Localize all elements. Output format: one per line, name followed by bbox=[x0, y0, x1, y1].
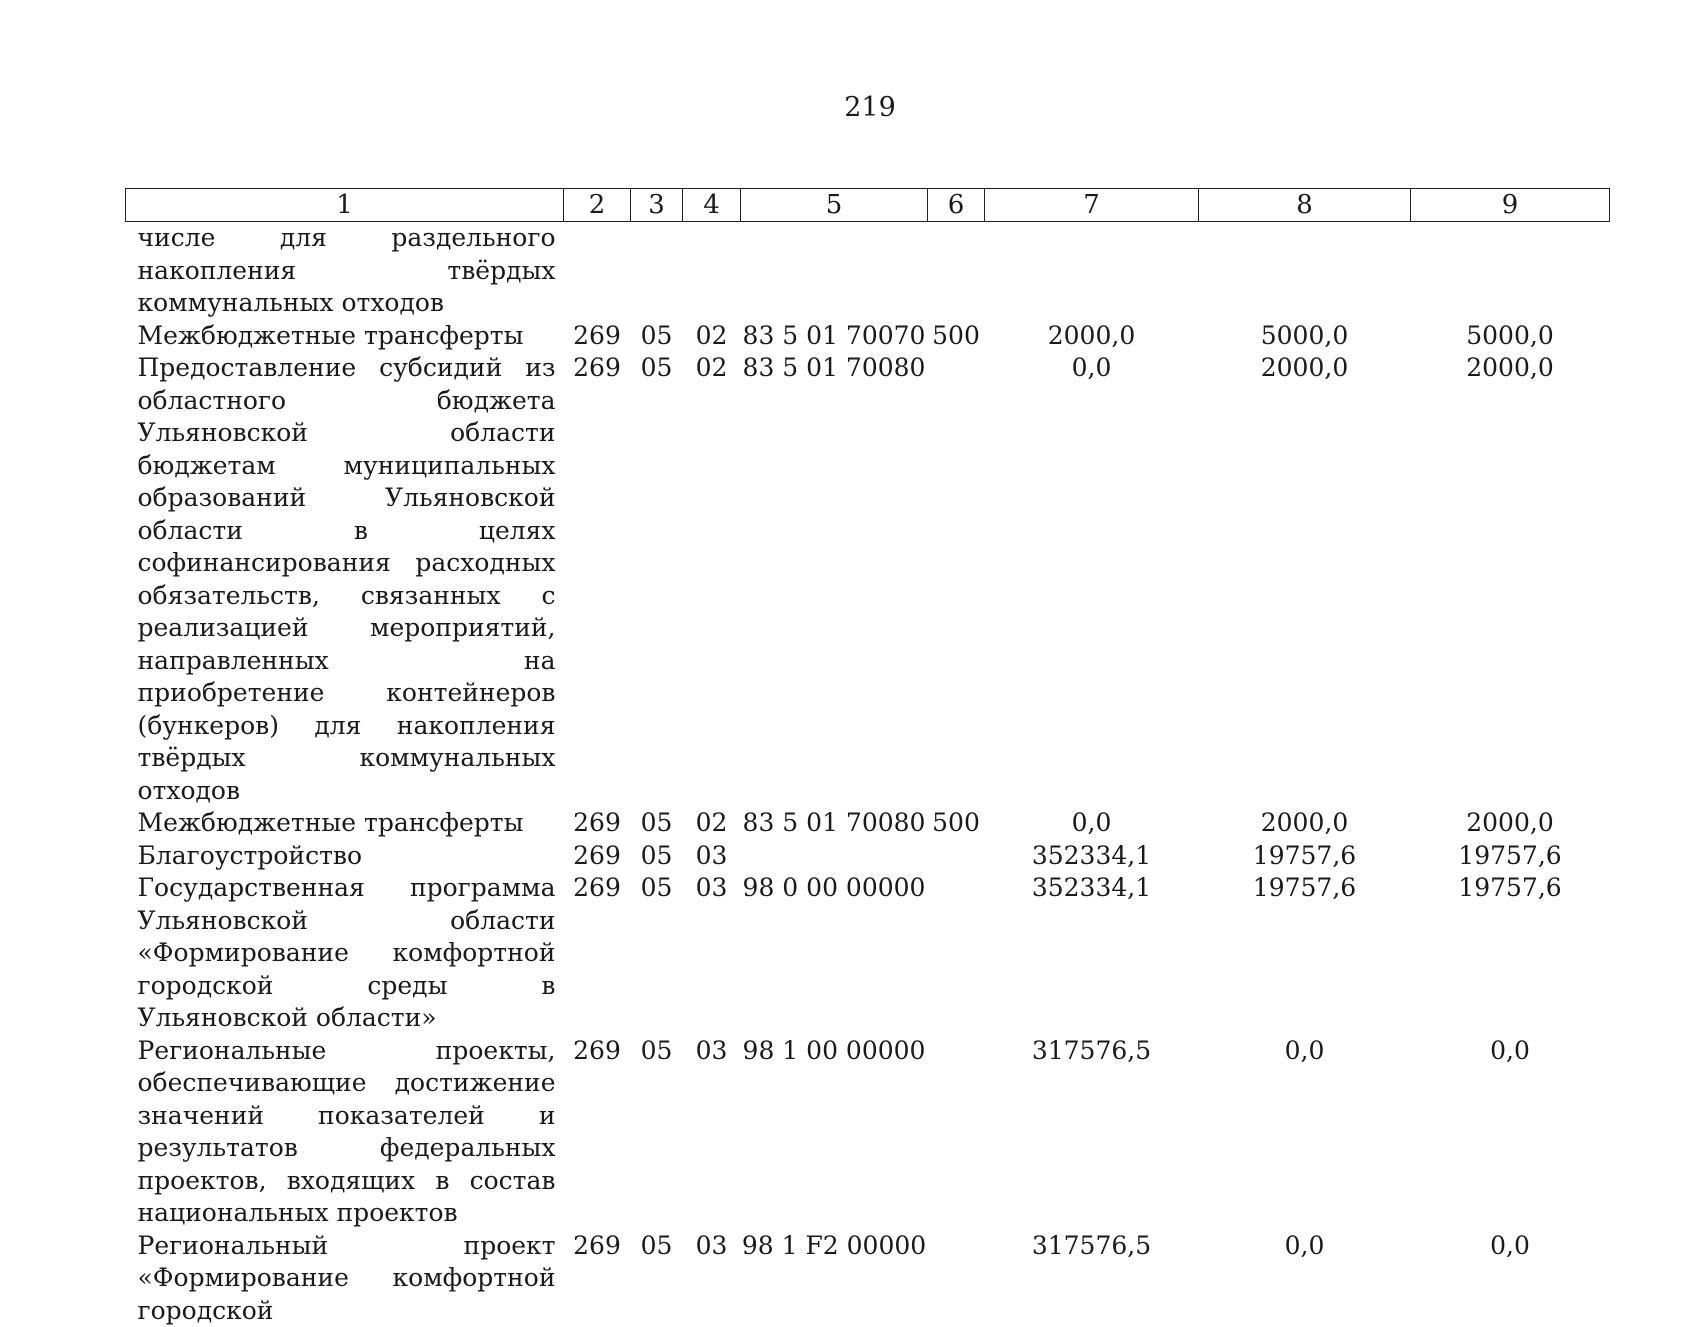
row-col-8: 2000,0 bbox=[1199, 807, 1411, 840]
table-row bbox=[126, 872, 1610, 1035]
row-name: числе для раздельного накопления твёрдых коммунальных отходов bbox=[126, 222, 564, 320]
row-col-9: 0,0 bbox=[1411, 1035, 1610, 1230]
row-col-4: 03 bbox=[683, 1035, 741, 1230]
row-col-6: 500 bbox=[928, 320, 985, 353]
table-row bbox=[126, 1230, 1610, 1327]
row-col-2: 269 bbox=[564, 807, 631, 840]
row-col-3: 05 bbox=[631, 840, 683, 873]
row-col-5 bbox=[741, 840, 928, 873]
row-col-5: 83 5 01 70070 bbox=[741, 320, 928, 353]
row-col-5: 98 0 00 00000 bbox=[741, 872, 928, 1035]
budget-table bbox=[125, 188, 1610, 1327]
row-col-6: 500 bbox=[928, 807, 985, 840]
row-col-2: 269 bbox=[564, 872, 631, 1035]
header-col-8: 8 bbox=[1199, 189, 1411, 222]
header-col-2: 2 bbox=[564, 189, 631, 222]
row-col-7: 2000,0 bbox=[985, 320, 1199, 353]
row-col-5: 98 1 00 00000 bbox=[741, 1035, 928, 1230]
row-name: Межбюджетные трансферты bbox=[126, 807, 564, 840]
row-col-2: 269 bbox=[564, 1035, 631, 1230]
row-col-3 bbox=[631, 222, 683, 320]
row-col-6 bbox=[928, 840, 985, 873]
row-col-7 bbox=[985, 222, 1199, 320]
row-col-7: 0,0 bbox=[985, 352, 1199, 807]
header-row bbox=[126, 189, 1610, 222]
row-col-8: 5000,0 bbox=[1199, 320, 1411, 353]
row-col-7: 317576,5 bbox=[985, 1230, 1199, 1327]
row-col-9: 19757,6 bbox=[1411, 872, 1610, 1035]
row-col-2: 269 bbox=[564, 1230, 631, 1327]
row-col-5: 98 1 F2 00000 bbox=[741, 1230, 928, 1327]
row-col-6 bbox=[928, 222, 985, 320]
row-col-5 bbox=[741, 222, 928, 320]
row-col-6 bbox=[928, 352, 985, 807]
row-col-3: 05 bbox=[631, 352, 683, 807]
header-col-9: 9 bbox=[1411, 189, 1610, 222]
row-col-4: 02 bbox=[683, 352, 741, 807]
row-col-8: 2000,0 bbox=[1199, 352, 1411, 807]
row-name: Предоставление субсидий из областного бюджета Ульяновской области бюджетам муниципальных образований Ульяновской области в целях софинансирования расходных обязательств, связанных с реализацией мероприятий, направленных на приобретение контейнеров (бункеров) для накопления твёрдых коммунальных отходов bbox=[126, 352, 564, 807]
row-col-3: 05 bbox=[631, 872, 683, 1035]
header-col-5: 5 bbox=[741, 189, 928, 222]
row-col-6 bbox=[928, 1230, 985, 1327]
row-col-3: 05 bbox=[631, 1230, 683, 1327]
row-col-6 bbox=[928, 1035, 985, 1230]
row-col-2: 269 bbox=[564, 840, 631, 873]
row-name: Региональные проекты, обеспечивающие достижение значений показателей и результатов федеральных проектов, входящих в состав национальных проектов bbox=[126, 1035, 564, 1230]
row-col-4: 02 bbox=[683, 807, 741, 840]
table-header bbox=[126, 189, 1610, 222]
row-name: Региональный проект «Формирование комфортной городской bbox=[126, 1230, 564, 1327]
table-body bbox=[126, 222, 1610, 1327]
row-col-9: 5000,0 bbox=[1411, 320, 1610, 353]
row-col-5: 83 5 01 70080 bbox=[741, 352, 928, 807]
header-col-1: 1 bbox=[126, 189, 564, 222]
table-row bbox=[126, 320, 1610, 353]
row-col-2 bbox=[564, 222, 631, 320]
table-row bbox=[126, 807, 1610, 840]
row-col-6 bbox=[928, 872, 985, 1035]
row-col-8 bbox=[1199, 222, 1411, 320]
header-col-7: 7 bbox=[985, 189, 1199, 222]
row-col-3: 05 bbox=[631, 1035, 683, 1230]
row-col-9: 2000,0 bbox=[1411, 807, 1610, 840]
table-row bbox=[126, 352, 1610, 807]
row-col-9: 19757,6 bbox=[1411, 840, 1610, 873]
row-col-8: 19757,6 bbox=[1199, 840, 1411, 873]
header-col-6: 6 bbox=[928, 189, 985, 222]
row-col-2: 269 bbox=[564, 352, 631, 807]
row-col-9: 0,0 bbox=[1411, 1230, 1610, 1327]
row-col-7: 352334,1 bbox=[985, 840, 1199, 873]
row-col-8: 0,0 bbox=[1199, 1035, 1411, 1230]
row-col-4: 02 bbox=[683, 320, 741, 353]
row-col-7: 317576,5 bbox=[985, 1035, 1199, 1230]
row-name: Межбюджетные трансферты bbox=[126, 320, 564, 353]
row-name: Благоустройство bbox=[126, 840, 564, 873]
row-col-8: 19757,6 bbox=[1199, 872, 1411, 1035]
row-col-3: 05 bbox=[631, 807, 683, 840]
table-row bbox=[126, 1035, 1610, 1230]
row-col-7: 352334,1 bbox=[985, 872, 1199, 1035]
row-col-5: 83 5 01 70080 bbox=[741, 807, 928, 840]
table-row bbox=[126, 840, 1610, 873]
page-number: 219 bbox=[0, 92, 1698, 123]
row-col-4 bbox=[683, 222, 741, 320]
row-col-4: 03 bbox=[683, 1230, 741, 1327]
row-name: Государственная программа Ульяновской области «Формирование комфортной городской среды в Ульяновской области» bbox=[126, 872, 564, 1035]
row-col-2: 269 bbox=[564, 320, 631, 353]
row-col-8: 0,0 bbox=[1199, 1230, 1411, 1327]
row-col-9: 2000,0 bbox=[1411, 352, 1610, 807]
row-col-9 bbox=[1411, 222, 1610, 320]
row-col-4: 03 bbox=[683, 840, 741, 873]
header-col-3: 3 bbox=[631, 189, 683, 222]
table-row bbox=[126, 222, 1610, 320]
row-col-4: 03 bbox=[683, 872, 741, 1035]
row-col-3: 05 bbox=[631, 320, 683, 353]
header-col-4: 4 bbox=[683, 189, 741, 222]
row-col-7: 0,0 bbox=[985, 807, 1199, 840]
